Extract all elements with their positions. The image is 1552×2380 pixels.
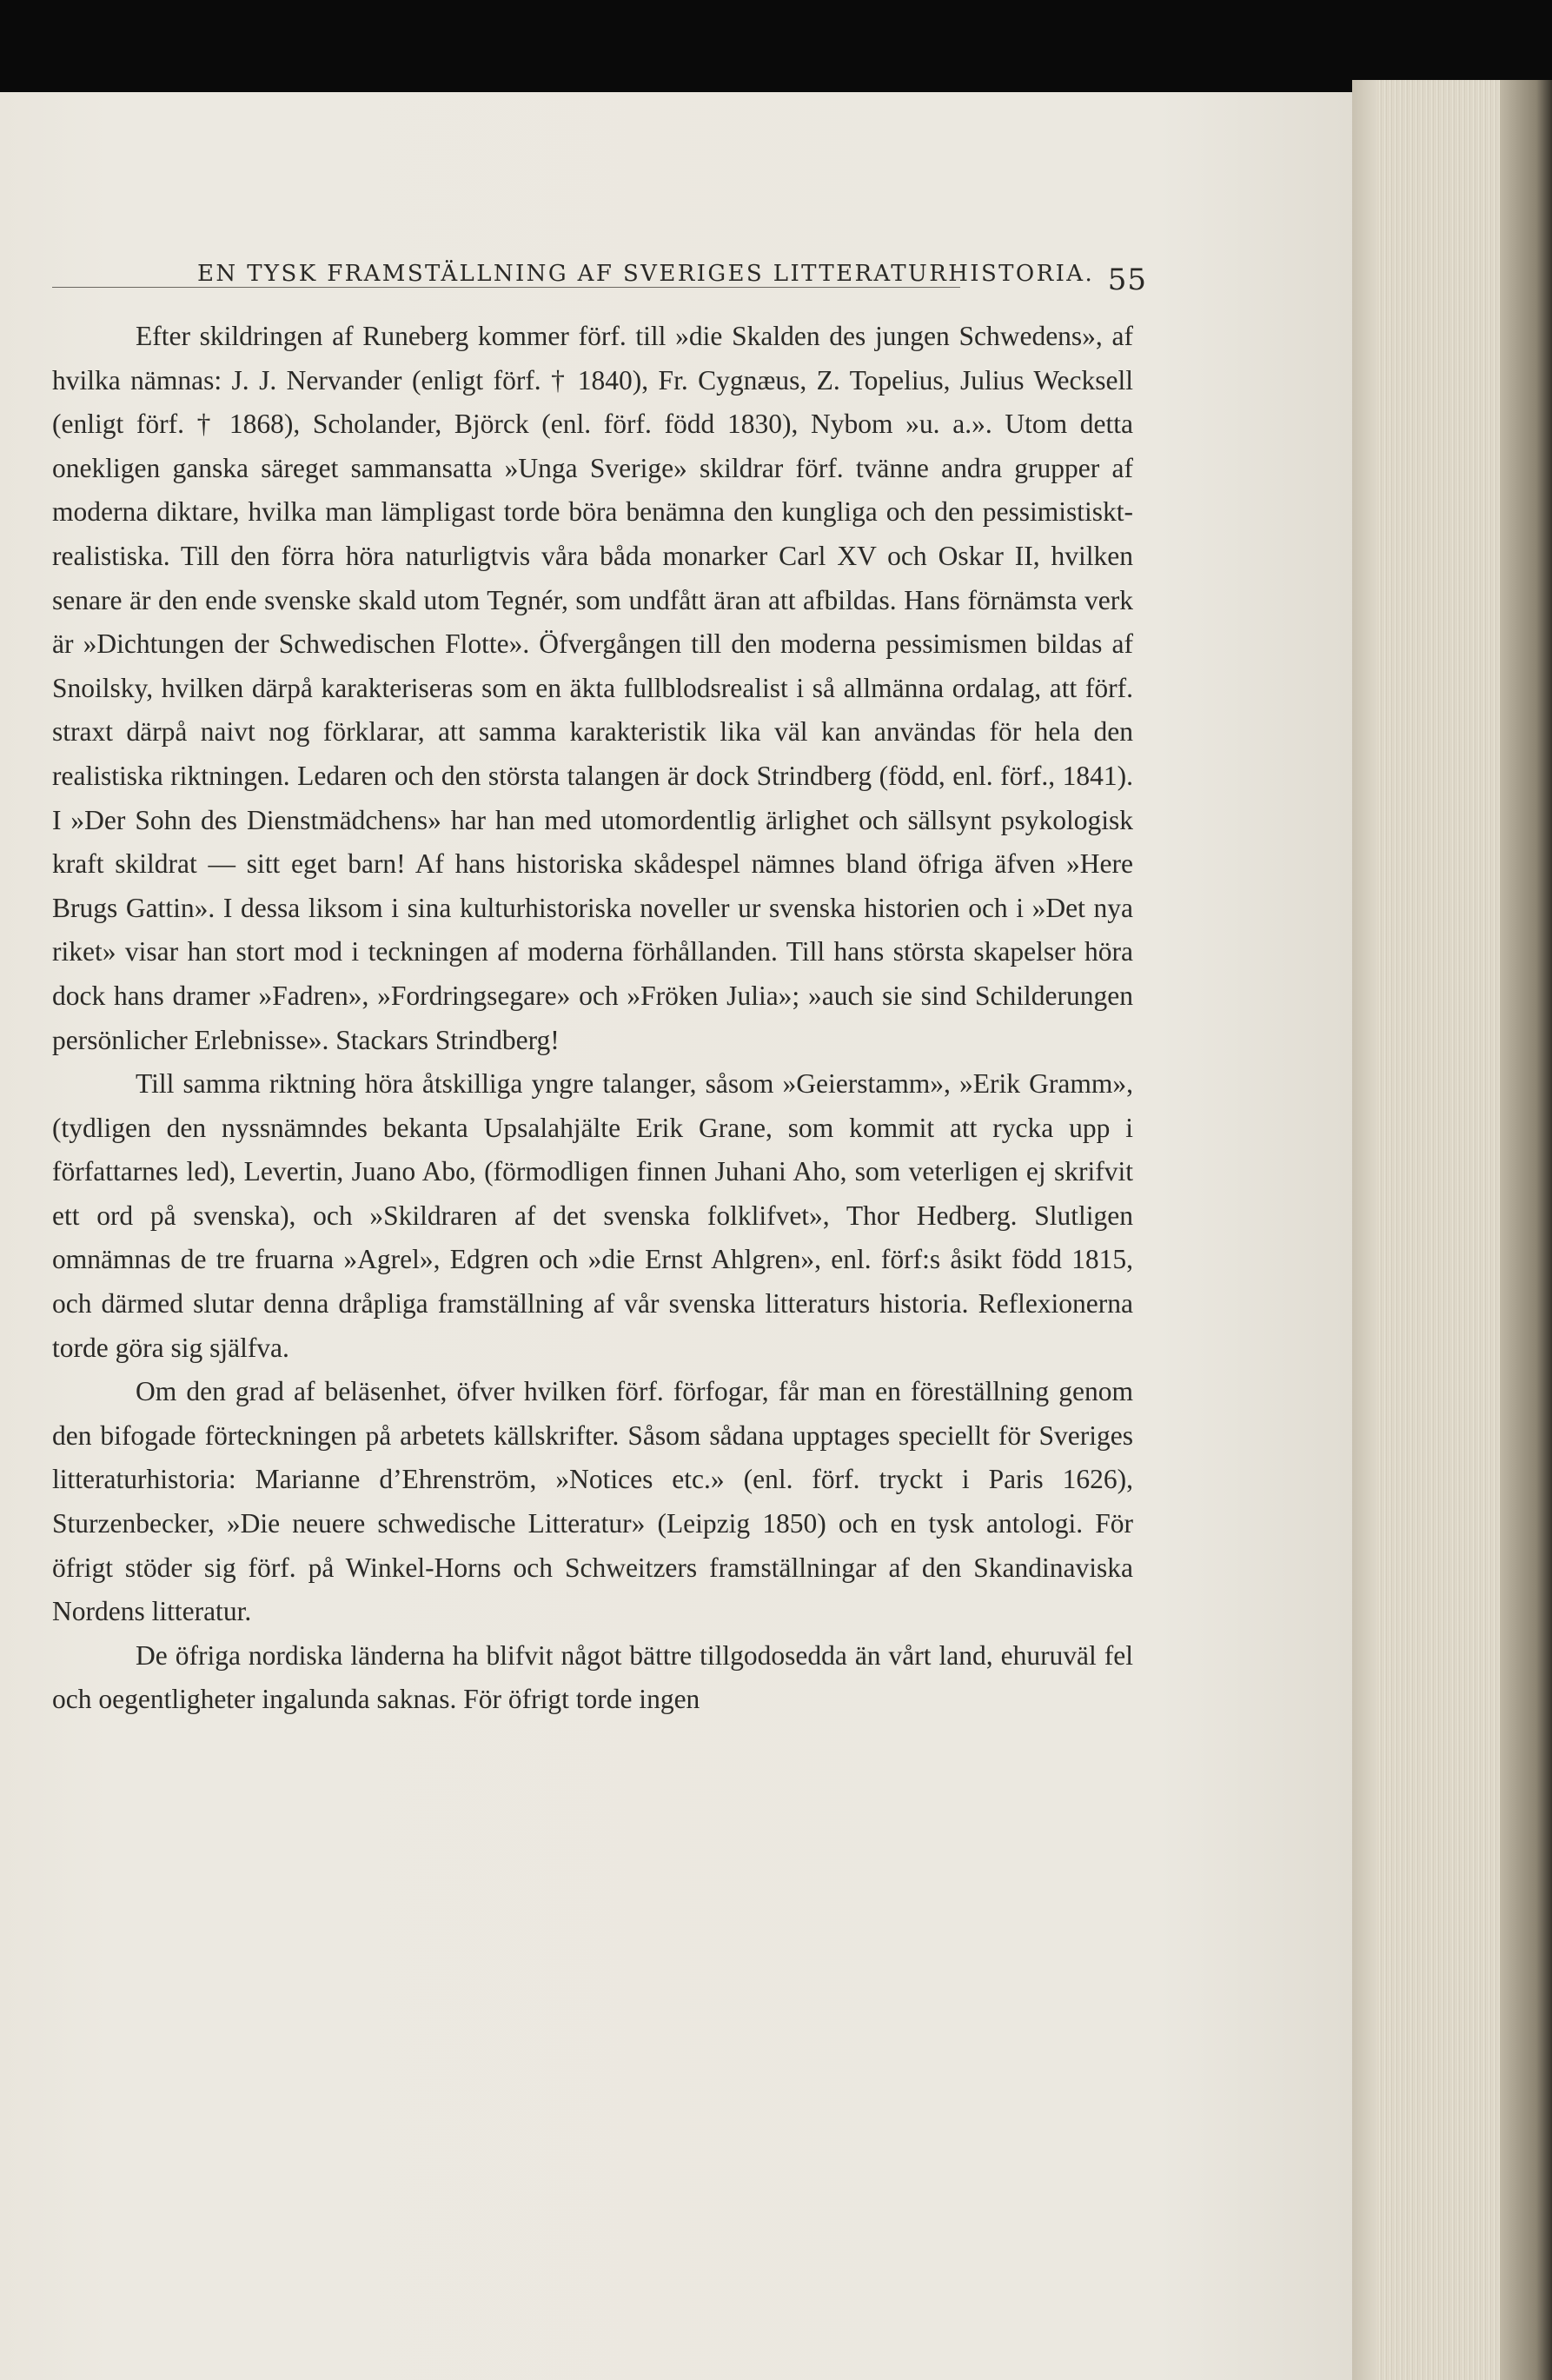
paragraph-2: Till samma riktning höra åtskilliga yngre talanger, såsom »Geierstamm», »Erik Gramm», (tydligen den nyssnämndes bekanta Upsalahjälte Erik Grane, som kommit att rycka upp i författarnes led), Levertin, Juano Abo, (förmodligen finnen Juhani Aho, som veterligen ej skrifvit ett ord på svenska), och »Skildraren af det svenska folklifvet», Thor Hedberg. Slutligen omnämnas de tre fruarna »Agrel», Edgren och »die Ernst Ahlgren», enl. förf:s åsikt född 1815, och därmed slutar denna dråpliga framställning af vår svenska litteraturs historia. Reflexionerna torde göra sig själfva. bbox=[52, 1068, 1133, 1363]
paragraph-4: De öfriga nordiska länderna ha blifvit något bättre tillgodosedda än vårt land, ehuruväl fel och oegentligheter ingalunda saknas. För öfrigt torde ingen bbox=[52, 1639, 1133, 1715]
header-rule bbox=[52, 287, 960, 288]
running-head-title: EN TYSK FRAMSTÄLLNING AF SVERIGES LITTERATURHISTORIA. bbox=[197, 261, 1095, 287]
page-number: 55 bbox=[1107, 263, 1147, 297]
paragraph-3: Om den grad af beläsenhet, öfver hvilken förf. förfogar, får man en föreställning genom den bifogade förteckningen på arbetets källskrifter. Såsom sådana upptages speciellt för Sveriges litteraturhistoria: Marianne d’Ehrenström, »Notices etc.» (enl. förf. tryckt i Paris 1626), Sturzenbecker, »Die neuere schwedische Litteratur» (Leipzig 1850) och en tysk antologi. För öfrigt stöder sig förf. på Winkel-Horns och Schweitzers framställningar af den Skandinaviska Nordens litteratur. bbox=[52, 1376, 1133, 1627]
paragraph-1: Efter skildringen af Runeberg kommer förf. till »die Skalden des jungen Schwedens», af hvilka nämnas: J. J. Nervander (enligt förf. † 1840), Fr. Cygnæus, Z. Topelius, Julius Wecksell (enligt förf. † 1868), Scholander, Björck (enl. förf. född 1830), Nybom »u. a.». Utom detta onekligen ganska säreget sammansatta »Unga Sverige» skildrar förf. tvänne andra grupper af moderna diktare, hvilka man lämpligast torde böra benämna den kungliga och den pessimistiskt-realistiska. Till den förra höra naturligtvis våra båda monarker Carl XV och Oskar II, hvilken senare är den ende svenske skald utom Tegnér, som undfått äran att afbildas. Hans förnämsta verk är »Dichtungen der Schwedischen Flotte». Öfvergången till den moderna pessimismen bildas af Snoilsky, hvilken därpå karakteriseras som en äkta fullblodsrealist i så allmänna ordalag, att förf. straxt därpå naivt nog förklarar, att samma karakteristik lika väl kan användas för hela den realistiska riktningen. Ledaren och den största talangen är dock Strindberg (född, enl. förf., 1841). I »Der Sohn des Dienstmädchens» har han med utomordentlig ärlighet och sällsynt psykologisk kraft skildrat — sitt eget barn! Af hans historiska skådespel nämnes bland öfriga äfven »Here Brugs Gattin». I dessa liksom i sina kulturhistoriska noveller ur svenska historien och i »Det nya riket» visar han stort mod i teckningen af moderna förhållanden. Till hans största skapelser höra dock hans dramer »Fadren», »Fordringsegare» och »Fröken Julia»; »auch sie sind Schilderungen persönlicher Erlebnisse». Stackars Strindberg! bbox=[52, 321, 1133, 1055]
body-text bbox=[52, 315, 1133, 1722]
book-edge bbox=[1352, 80, 1552, 2380]
